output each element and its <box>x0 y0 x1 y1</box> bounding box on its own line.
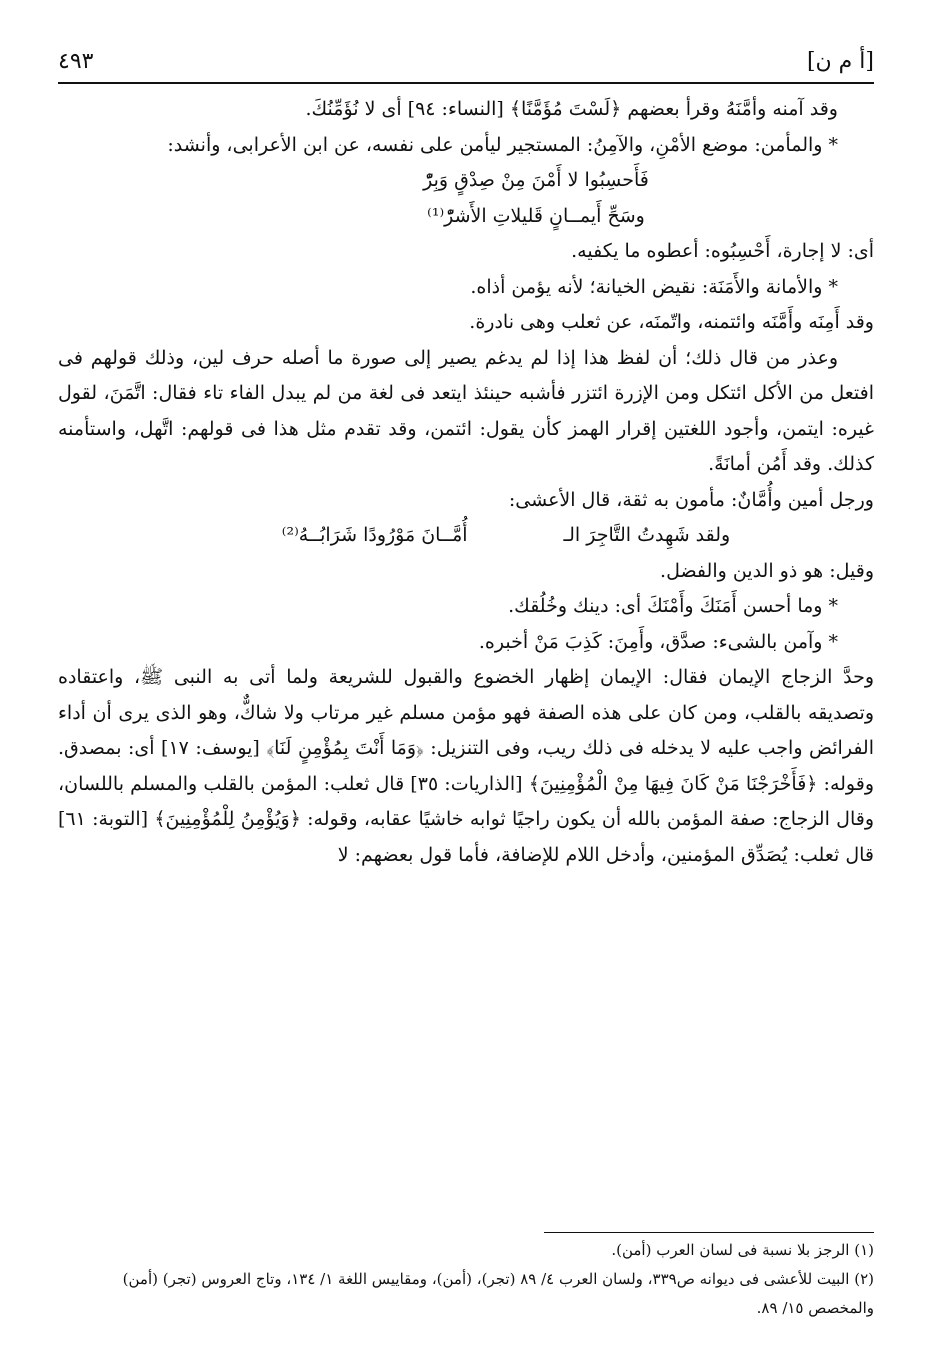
footnote-1: (١) الرجز بلا نسبة فى لسان العرب (أمن). <box>611 1241 874 1259</box>
paragraph-adhr: وعذر من قال ذلك؛ أن لفظ هذا إذا لم يدغم يصير إلى صورة ما أصله حرف لين، وذلك قولهم فى افتعل من الأكل ائتكل ومن الإزرة ائتزر فأشبه حينئذ ايتعد فى لغة من لم يبدل الفاء تاء فقال: اتَّمَنَ، لقول غيره: ايتمن، وأجود اللغتين إقرار الهمز كأن يقول: ائتمن، وقد تقدم مثل هذا فى قولهم: اتَّهل، واستأمنه كذلك. وقد أَمُن أمانَةً. <box>58 346 874 475</box>
footnote-rule <box>544 1232 874 1233</box>
header-root-letters: [أ م ن] <box>806 48 874 74</box>
footnotes <box>58 1236 874 1323</box>
running-header <box>58 44 874 78</box>
paragraph-amanah: * والأمانة والأَمَنَة: نقيض الخيانة؛ لأنه يؤمن أذاه. <box>470 275 838 298</box>
verse-aasha <box>58 518 874 554</box>
paragraph-ijara: أى: لا إجارة، أَحْسِبُوه: أعطوه ما يكفيه. <box>571 240 874 262</box>
paragraph-itamanahu: وقد أَمِنَه وأَمَّنَه وائتمنه، واتّمنَه، عن ثعلب وهى نادرة. <box>469 311 874 333</box>
paragraph-zajjaj: وحدَّ الزجاج الإيمان فقال: الإيمان إظهار الخضوع والقبول للشريعة ولما أتى به النبى ﷺ، واعتقاده وتصديقه بالقلب، ومن كان على هذه الصفة فهو مؤمن مسلم غير مرتاب ولا شاكٌّ، وهو الذى يرى أن أداء الفرائض واجب عليه لا يدخله فى ذلك ريب، وفى التنزيل: ﴿وَمَا أَنْتَ بِمُؤْمِنٍ لَنَا﴾ [يوسف: ١٧] أى: بمصدق. وقوله: ﴿فَأَخْرَجْنَا مَنْ كَانَ فِيهَا مِنْ الْمُؤْمِنِينَ﴾ [الذاريات: ٣٥] قال ثعلب: المؤمن بالقلب والمسلم باللسان، وقال الزجاج: صفة المؤمن بالله أن يكون راجيًا ثوابه خاشيًا عقابه، وقوله: ﴿وَيُؤْمِنُ لِلْمُؤْمِنِينَ﴾ [التوبة: ٦١] قال ثعلب: يُصَدِّق المؤمنين، وأدخل اللام للإضافة، فأما قول بعضهم: لا <box>58 666 874 866</box>
paragraph-qila: وقيل: هو ذو الدين والفضل. <box>660 559 874 582</box>
verse-hemistich-1: ولقد شَهِدتُ التَّاجِرَ الـ <box>563 524 731 546</box>
page-number: ٤٩٣ <box>58 48 94 74</box>
paragraph-aamana: * وآمن بالشىء: صدَّق، وأَمِنَ: كَذِبَ مَنْ أخبره. <box>478 630 838 653</box>
footnote-2: (٢) البيت للأعشى فى ديوانه ص٣٣٩، ولسان العرب ٤/ ٨٩ (تجر)، (أمن)، ومقاييس اللغة ١/ ١٣٤، وتاج العروس (تجر) (أمن) والمخصص ١٥/ ٨٩. <box>122 1270 874 1317</box>
main-text <box>58 92 874 873</box>
verse-line-2: وسَحِّ أَيمــانٍ قَليلاتِ الأَشرّْ⁽¹⁾ <box>427 204 645 227</box>
verse-line-1: فَأَحسِبُوا لا أَمْنَ مِنْ صِدْقٍ وَبِرّْ <box>423 169 649 191</box>
header-rule <box>58 82 874 84</box>
paragraph-ahsan: * وما أحسن أَمَنَكَ وأَمْنَكَ أى: دينك وخُلُقك. <box>508 595 838 617</box>
verse-hemistich-2: أُمَّــانَ مَوْرُودًا شَرَابُــهُ⁽²⁾ <box>281 524 468 546</box>
paragraph-mamen: * والمأمن: موضع الأمْنِ، والآمِنُ: المستجير ليأمن على نفسه، عن ابن الأعرابى، وأنشد: <box>167 133 838 156</box>
paragraph-amanahu: وقد آمنه وأمَّنَهُ وقرأ بعضهم ﴿لَسْتَ مُؤَمَّنًا﴾ [النساء: ٩٤] أى لا نُؤَمِّنُكَ. <box>305 98 838 120</box>
paragraph-amin: ورجل أمين وأُمَّانٌ: مأمون به ثقة، قال الأعشى: <box>508 488 874 511</box>
